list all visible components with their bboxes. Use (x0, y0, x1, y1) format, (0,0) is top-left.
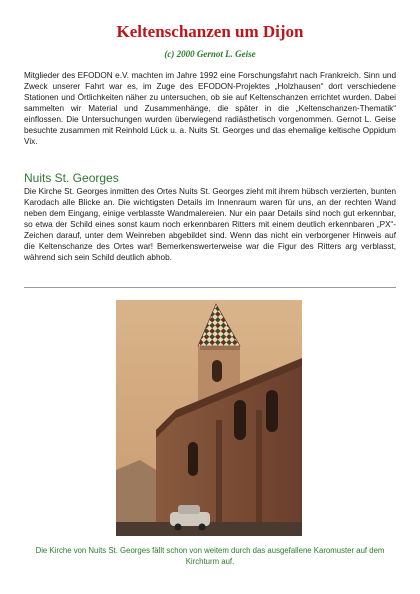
page-title: Keltenschanzen um Dijon (116, 22, 304, 41)
photo-caption: Die Kirche von Nuits St. Georges fällt schon von weitem durch das ausgefallene Karomuster auf dem Kirchturm auf. (35, 546, 385, 566)
church-photo (116, 300, 302, 536)
divider (24, 287, 396, 288)
intro-paragraph: Mitglieder des EFODON e.V. machten im Jahre 1992 eine Forschungsfahrt nach Frankreich. Sinn und Zweck unserer Fahrt war es, im Zuge des EFODON-Projektes „Holzhausen“ dort verschiedene Stationen und Örtlichkeiten näher zu untersuchen, ob sie auf Keltenschanzen errichtet wurden. Dabei sammelten wir Material und Zusammenhänge, die später in die „Keltenschanzen-Thematik“ einflossen. Die Untersuchungen wurden überwiegend radiästhetisch vorgenommen. Gernot L. Geise besuchte zusammen mit Reinhold Lück u. a. Nuits St. Georges und das ehemalige keltische Oppidum Vix. (24, 71, 396, 146)
section-paragraph: Die Kirche St. Georges inmitten des Ortes Nuits St. Georges zieht mit ihrem hübsch verzierten, bunten Karodach alle Blicke an. Die wichtigsten Details im Innenraum waren für uns, an der rechten Wand neben dem Eingang, einige verblasste Wandmalereien. Nur ein paar Details sind noch gut erkennbar, so etwa der Schild eines sonst kaum noch erkennbaren Ritters mit einem deutlich erkennbaren „PX“-Zeichen darauf, unter dem Weinreben abgebildet sind. Wenn das nicht ein verborgener Hinweis auf die Keltenschanze des Ortes war! Bemerkenswerterweise war die Figur des Ritters arg verblasst, während sich sein Schild deutlich abhob. (24, 187, 396, 262)
section-heading: Nuits St. Georges (24, 171, 119, 185)
copyright-line: (c) 2000 Gernot L. Geise (164, 49, 256, 59)
